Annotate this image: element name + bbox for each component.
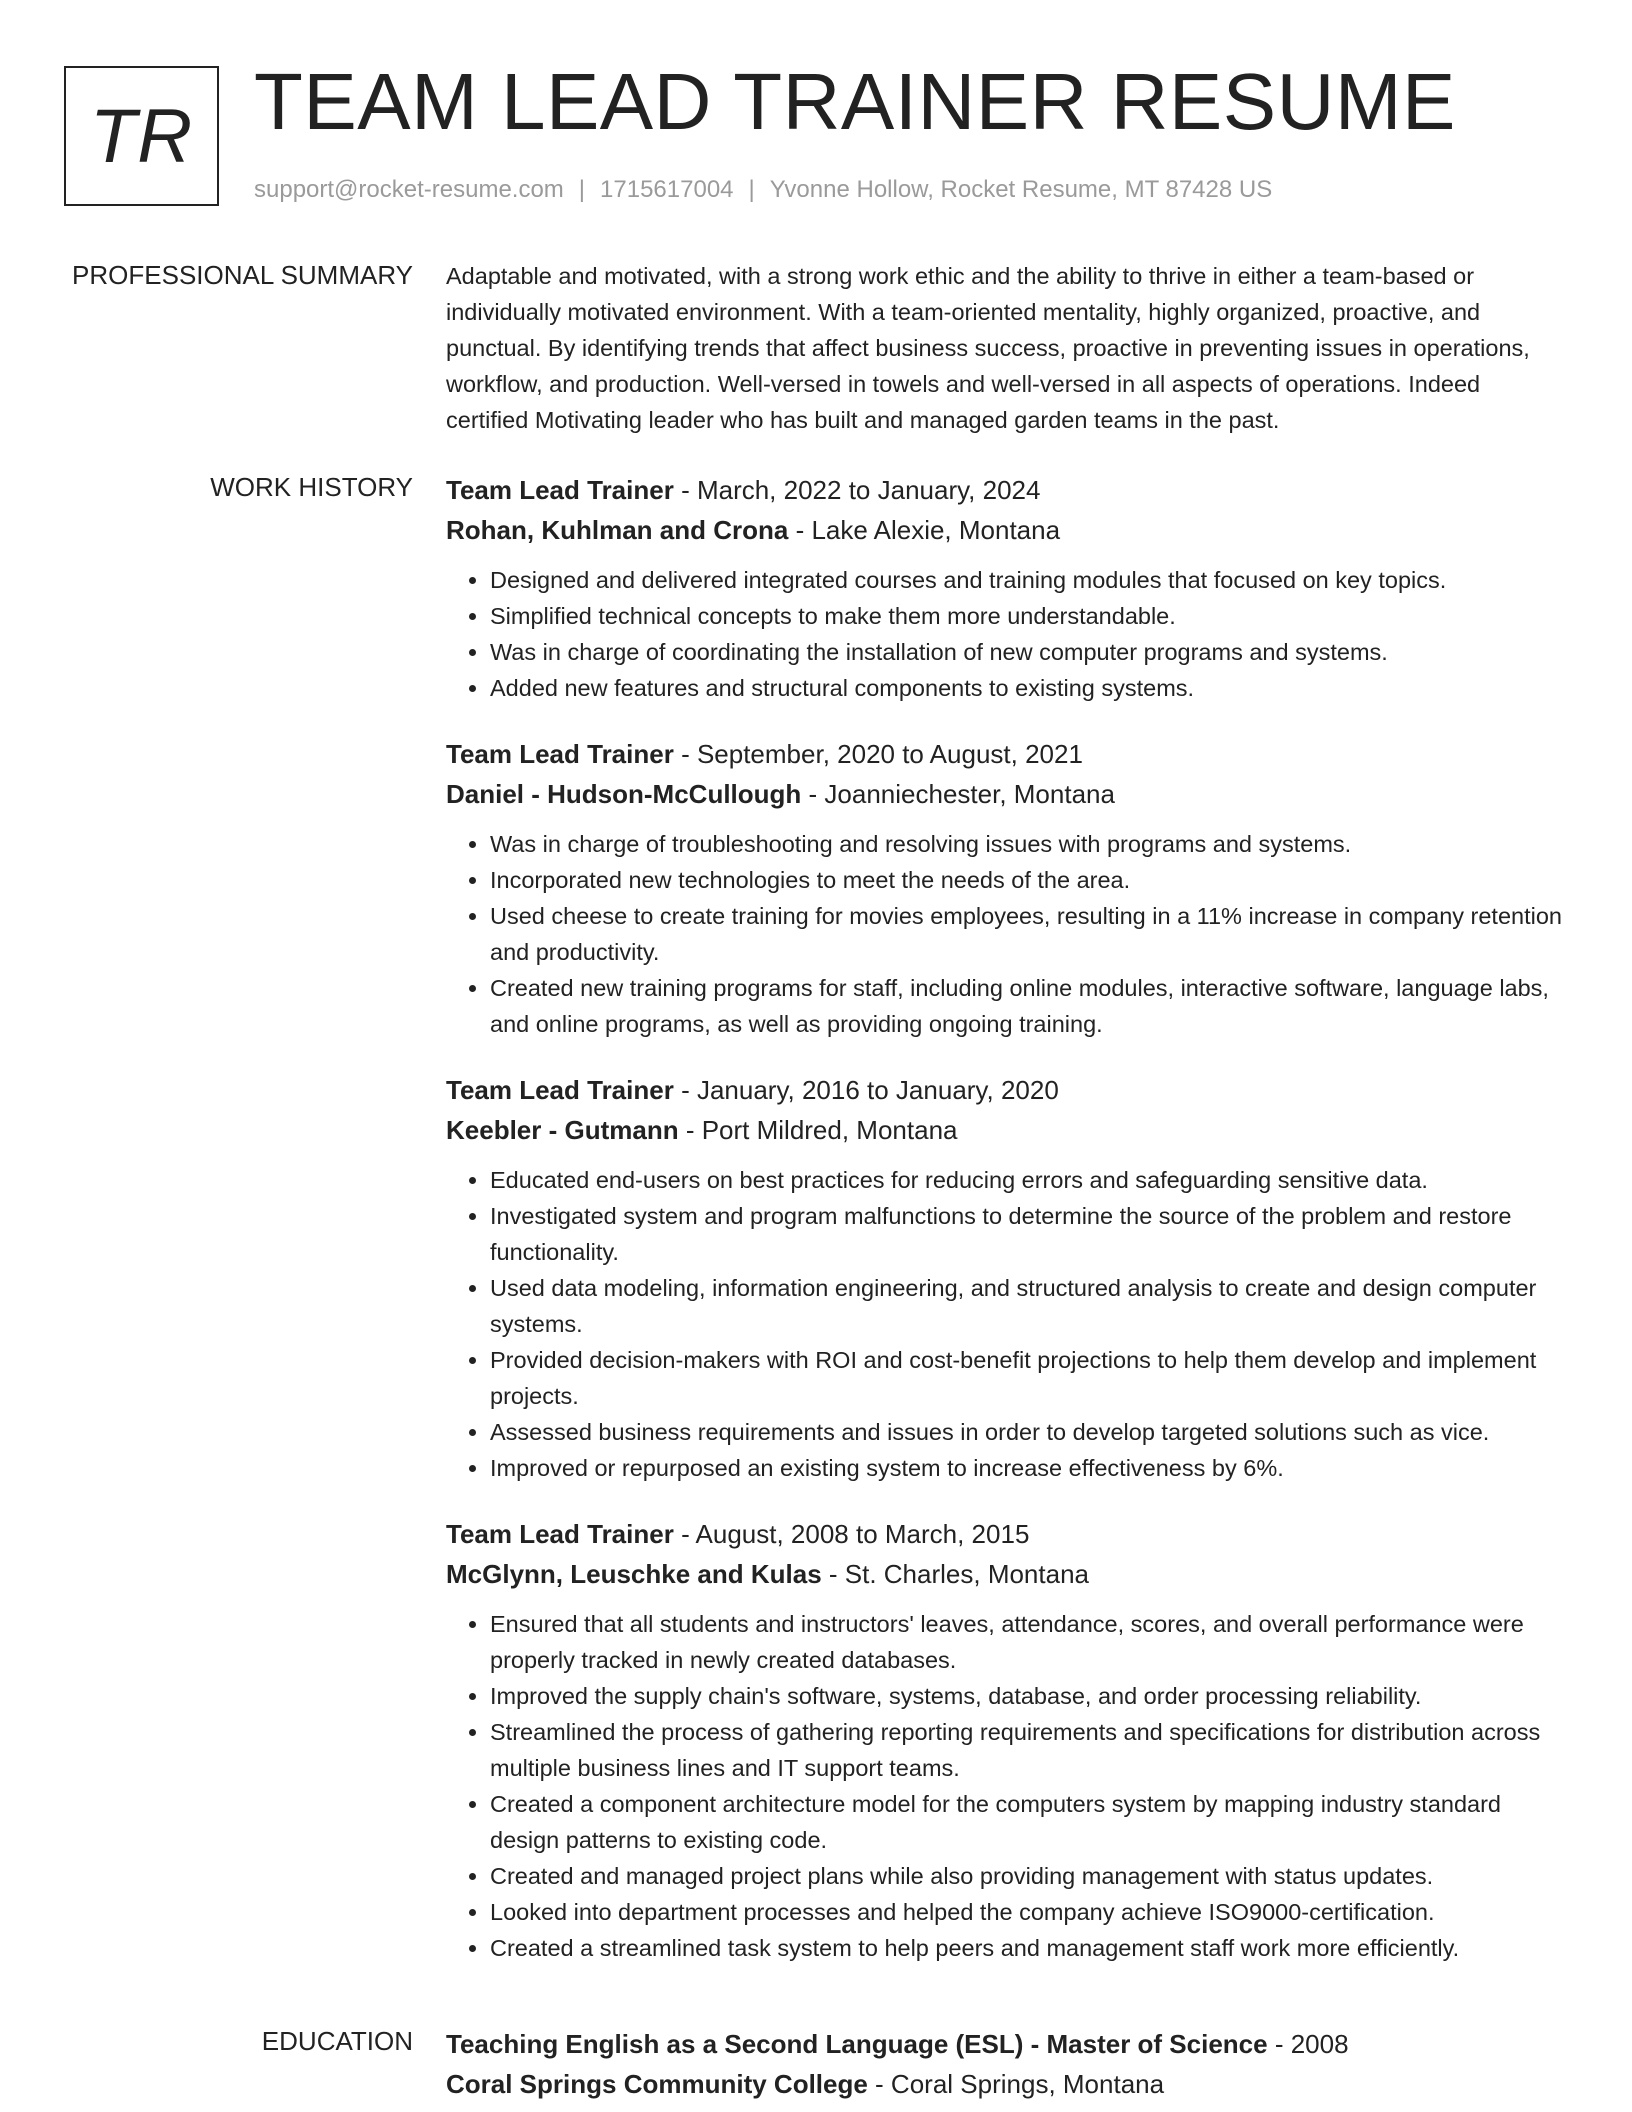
monogram-initials: TR	[89, 93, 194, 179]
summary-text: Adaptable and motivated, with a strong work ethic and the ability to thrive in either a team-based or individually motivated environment. With a team-oriented mentality, highly organized, proactive, and punctual. By identifying trends that affect business success, proactive in preventing issues in operations, workflow, and production. Well-versed in towels and well-versed in all aspects of operations. Indeed certified Motivating leader who has built and managed garden teams in the past.	[446, 263, 1530, 433]
education-body	[446, 2024, 1566, 2104]
job-bullet: • Investigated system and program malfunctions to determine the source of the problem and restore functionality.	[490, 1198, 1566, 1270]
contact-line	[254, 176, 1272, 204]
job-location: - St. Charles, Montana	[821, 1559, 1089, 1589]
job-bullet: • Created a streamlined task system to help peers and management staff work more efficiently.	[490, 1930, 1566, 1966]
job-title-line	[446, 1514, 1566, 1554]
education-year: - 2008	[1267, 2029, 1349, 2059]
contact-email: support@rocket-resume.com	[254, 176, 564, 203]
job-bullets	[446, 562, 1566, 706]
job-bullet: • Was in charge of troubleshooting and resolving issues with programs and systems.	[490, 826, 1566, 862]
job-location: - Joanniechester, Montana	[801, 779, 1115, 809]
job-title-line	[446, 1070, 1566, 1110]
job-bullet: • Created a component architecture model for the computers system by mapping industry standard design patterns to existing code.	[490, 1786, 1566, 1858]
job-dates: - January, 2016 to January, 2020	[673, 1075, 1059, 1105]
job-bullet: • Simplified technical concepts to make them more understandable.	[490, 598, 1566, 634]
job-bullet: • Provided decision-makers with ROI and cost-benefit projections to help them develop and implement projects.	[490, 1342, 1566, 1414]
contact-separator: |	[748, 176, 755, 203]
education-degree: Teaching English as a Second Language (ESL) - Master of Science	[446, 2029, 1268, 2059]
job-bullet: • Incorporated new technologies to meet the needs of the area.	[490, 862, 1566, 898]
job-title: Team Lead Trainer	[446, 1075, 674, 1105]
job-entry	[446, 1514, 1566, 1966]
job-location: - Port Mildred, Montana	[678, 1115, 958, 1145]
job-title-line	[446, 734, 1566, 774]
contact-phone: 1715617004	[600, 176, 734, 203]
job-bullet: • Assessed business requirements and issues in order to develop targeted solutions such as vice.	[490, 1414, 1566, 1450]
job-bullet: • Added new features and structural components to existing systems.	[490, 670, 1566, 706]
job-location: - Lake Alexie, Montana	[788, 515, 1061, 545]
job-bullet: • Looked into department processes and helped the company achieve ISO9000-certification.	[490, 1894, 1566, 1930]
job-bullet: • Was in charge of coordinating the installation of new computer programs and systems.	[490, 634, 1566, 670]
job-bullet: • Created and managed project plans while also providing management with status updates.	[490, 1858, 1566, 1894]
job-bullet: • Used data modeling, information engineering, and structured analysis to create and design computer systems.	[490, 1270, 1566, 1342]
job-title: Team Lead Trainer	[446, 1519, 674, 1549]
job-title: Team Lead Trainer	[446, 739, 674, 769]
job-dates: - August, 2008 to March, 2015	[673, 1519, 1030, 1549]
job-entry	[446, 1070, 1566, 1486]
job-bullet: • Created new training programs for staff, including online modules, interactive software, language labs, and online programs, as well as providing ongoing training.	[490, 970, 1566, 1042]
education-location: - Coral Springs, Montana	[867, 2069, 1165, 2099]
job-company: Rohan, Kuhlman and Crona	[446, 515, 789, 545]
job-company: Daniel - Hudson-McCullough	[446, 779, 802, 809]
education-label: EDUCATION	[261, 2026, 413, 2056]
job-company-line	[446, 1554, 1566, 1594]
job-bullet: • Improved the supply chain's software, systems, database, and order processing reliability.	[490, 1678, 1566, 1714]
summary-body	[446, 258, 1566, 438]
job-company-line	[446, 510, 1566, 550]
contact-address: Yvonne Hollow, Rocket Resume, MT 87428 US	[769, 176, 1273, 203]
job-company: McGlynn, Leuschke and Kulas	[446, 1559, 822, 1589]
job-bullet: • Improved or repurposed an existing system to increase effectiveness by 6%.	[490, 1450, 1566, 1486]
contact-separator: |	[578, 176, 586, 203]
job-entry	[446, 470, 1566, 706]
education-degree-line	[446, 2024, 1566, 2064]
job-entry	[446, 734, 1566, 1042]
monogram-box	[64, 66, 219, 206]
education-school-line	[446, 2064, 1566, 2104]
job-bullet: • Streamlined the process of gathering reporting requirements and specifications for distribution across multiple business lines and IT support teams.	[490, 1714, 1566, 1786]
job-bullets	[446, 826, 1566, 1042]
work-history-label: WORK HISTORY	[210, 472, 413, 502]
job-bullet: • Designed and delivered integrated courses and training modules that focused on key topics.	[490, 562, 1566, 598]
job-bullet: • Ensured that all students and instructors' leaves, attendance, scores, and overall performance were properly tracked in newly created databases.	[490, 1606, 1566, 1678]
job-title: Team Lead Trainer	[446, 475, 674, 505]
job-dates: - September, 2020 to August, 2021	[673, 739, 1083, 769]
job-bullet: • Used cheese to create training for movies employees, resulting in a 11% increase in company retention and productivity.	[490, 898, 1566, 970]
job-title-line	[446, 470, 1566, 510]
job-dates: - March, 2022 to January, 2024	[673, 475, 1041, 505]
education-school: Coral Springs Community College	[446, 2069, 868, 2099]
resume-title: TEAM LEAD TRAINER RESUME	[254, 57, 1456, 146]
job-company-line	[446, 774, 1566, 814]
job-company: Keebler - Gutmann	[446, 1115, 679, 1145]
job-bullet: • Educated end-users on best practices for reducing errors and safeguarding sensitive data.	[490, 1162, 1566, 1198]
summary-label: PROFESSIONAL SUMMARY	[72, 260, 413, 290]
job-bullets	[446, 1162, 1566, 1486]
job-bullets	[446, 1606, 1566, 1966]
job-company-line	[446, 1110, 1566, 1150]
work-history-body	[446, 470, 1566, 1994]
